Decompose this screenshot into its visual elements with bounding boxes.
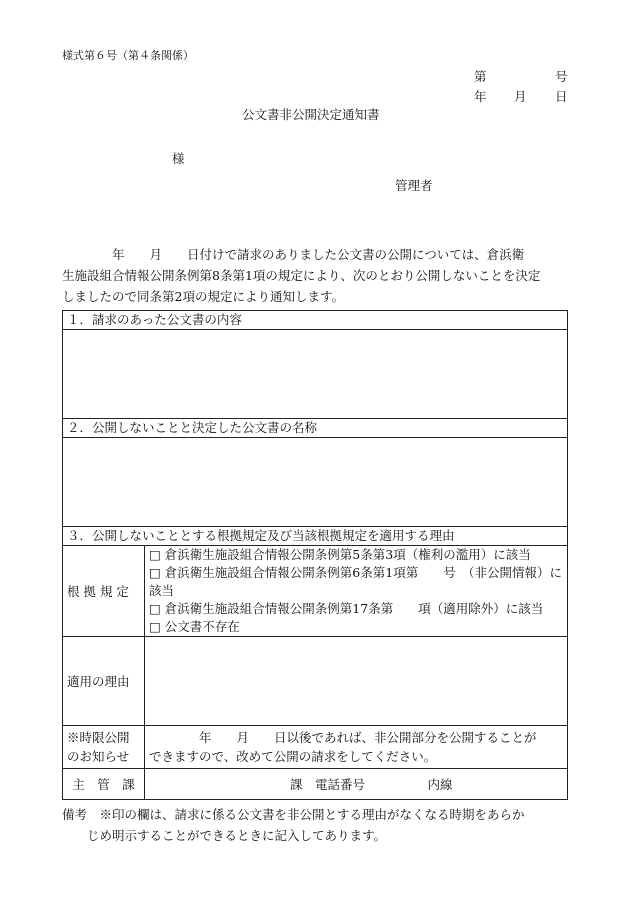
- time-limit-label-line: のお知らせ: [67, 749, 130, 764]
- basis-options: [145, 546, 568, 637]
- time-limit-text: [145, 726, 568, 769]
- section-2-header: ２．公開しないことと決定した公文書の名称: [63, 419, 568, 438]
- notice-form-table: [62, 310, 568, 800]
- number-suffix: 号: [555, 69, 568, 84]
- intro-line: 生施設組合情報公開条例第8条第1項の規定により、次のとおり公開しないことを決定: [62, 268, 541, 283]
- section-1-header: １．請求のあった公文書の内容: [63, 311, 568, 330]
- remarks-line: 備考 ※印の欄は、請求に係る公文書を非公開とする理由がなくなる時期をあらか: [62, 807, 525, 822]
- reason-label: 適用の理由: [63, 637, 145, 726]
- remarks: [62, 804, 572, 846]
- time-limit-label-line: ※時限公開: [67, 730, 130, 745]
- basis-option-checkbox[interactable]: □ 倉浜衛生施設組合情報公開条例第5条第3項（権利の濫用）に該当: [149, 547, 531, 562]
- basis-option-checkbox[interactable]: □ 倉浜衛生施設組合情報公開条例第17条第 項（適用除外）に該当: [149, 601, 544, 616]
- issuer-title: 管理者: [395, 178, 433, 193]
- number-prefix: 第: [474, 69, 487, 84]
- requested-document-content-field[interactable]: [63, 330, 568, 419]
- intro-line: 年 月 日付けで請求のありました公文書の公開については、倉浜衛: [62, 247, 525, 262]
- intro-paragraph: [62, 244, 570, 307]
- time-limit-text-line: 年 月 日以後であれば、非公開部分を公開することが: [149, 730, 537, 745]
- date-day-label: 日: [555, 89, 568, 104]
- section-3-header: ３．公開しないこととする根拠規定及び当該根拠規定を適用する理由: [63, 527, 568, 546]
- time-limit-text-line: できますので、改めて公開の請求をしてください。: [149, 749, 437, 764]
- basis-option-checkbox[interactable]: □ 倉浜衛生施設組合情報公開条例第6条第1項第 号 （非公開情報）に該当: [149, 565, 562, 598]
- date-year-label: 年: [474, 89, 487, 104]
- department-label: 主 管 課: [63, 769, 145, 800]
- reason-field[interactable]: [145, 637, 568, 726]
- date-month-label: 月: [514, 89, 527, 104]
- non-disclosed-document-name-field[interactable]: [63, 438, 568, 527]
- basis-label: 根 拠 規 定: [63, 546, 145, 637]
- document-title: 公文書非公開決定通知書: [242, 107, 380, 122]
- intro-line: しましたので同条第2項の規定により通知します。: [62, 289, 344, 304]
- time-limit-label: [63, 726, 145, 769]
- addressee-suffix: 様: [172, 151, 185, 166]
- department-contact: 課 電話番号 内線: [145, 769, 568, 800]
- basis-option-checkbox[interactable]: □ 公文書不存在: [149, 619, 240, 634]
- remarks-line: じめ明示することができるときに記入してあります。: [87, 828, 387, 843]
- form-reference: 様式第６号（第４条関係）: [62, 49, 194, 62]
